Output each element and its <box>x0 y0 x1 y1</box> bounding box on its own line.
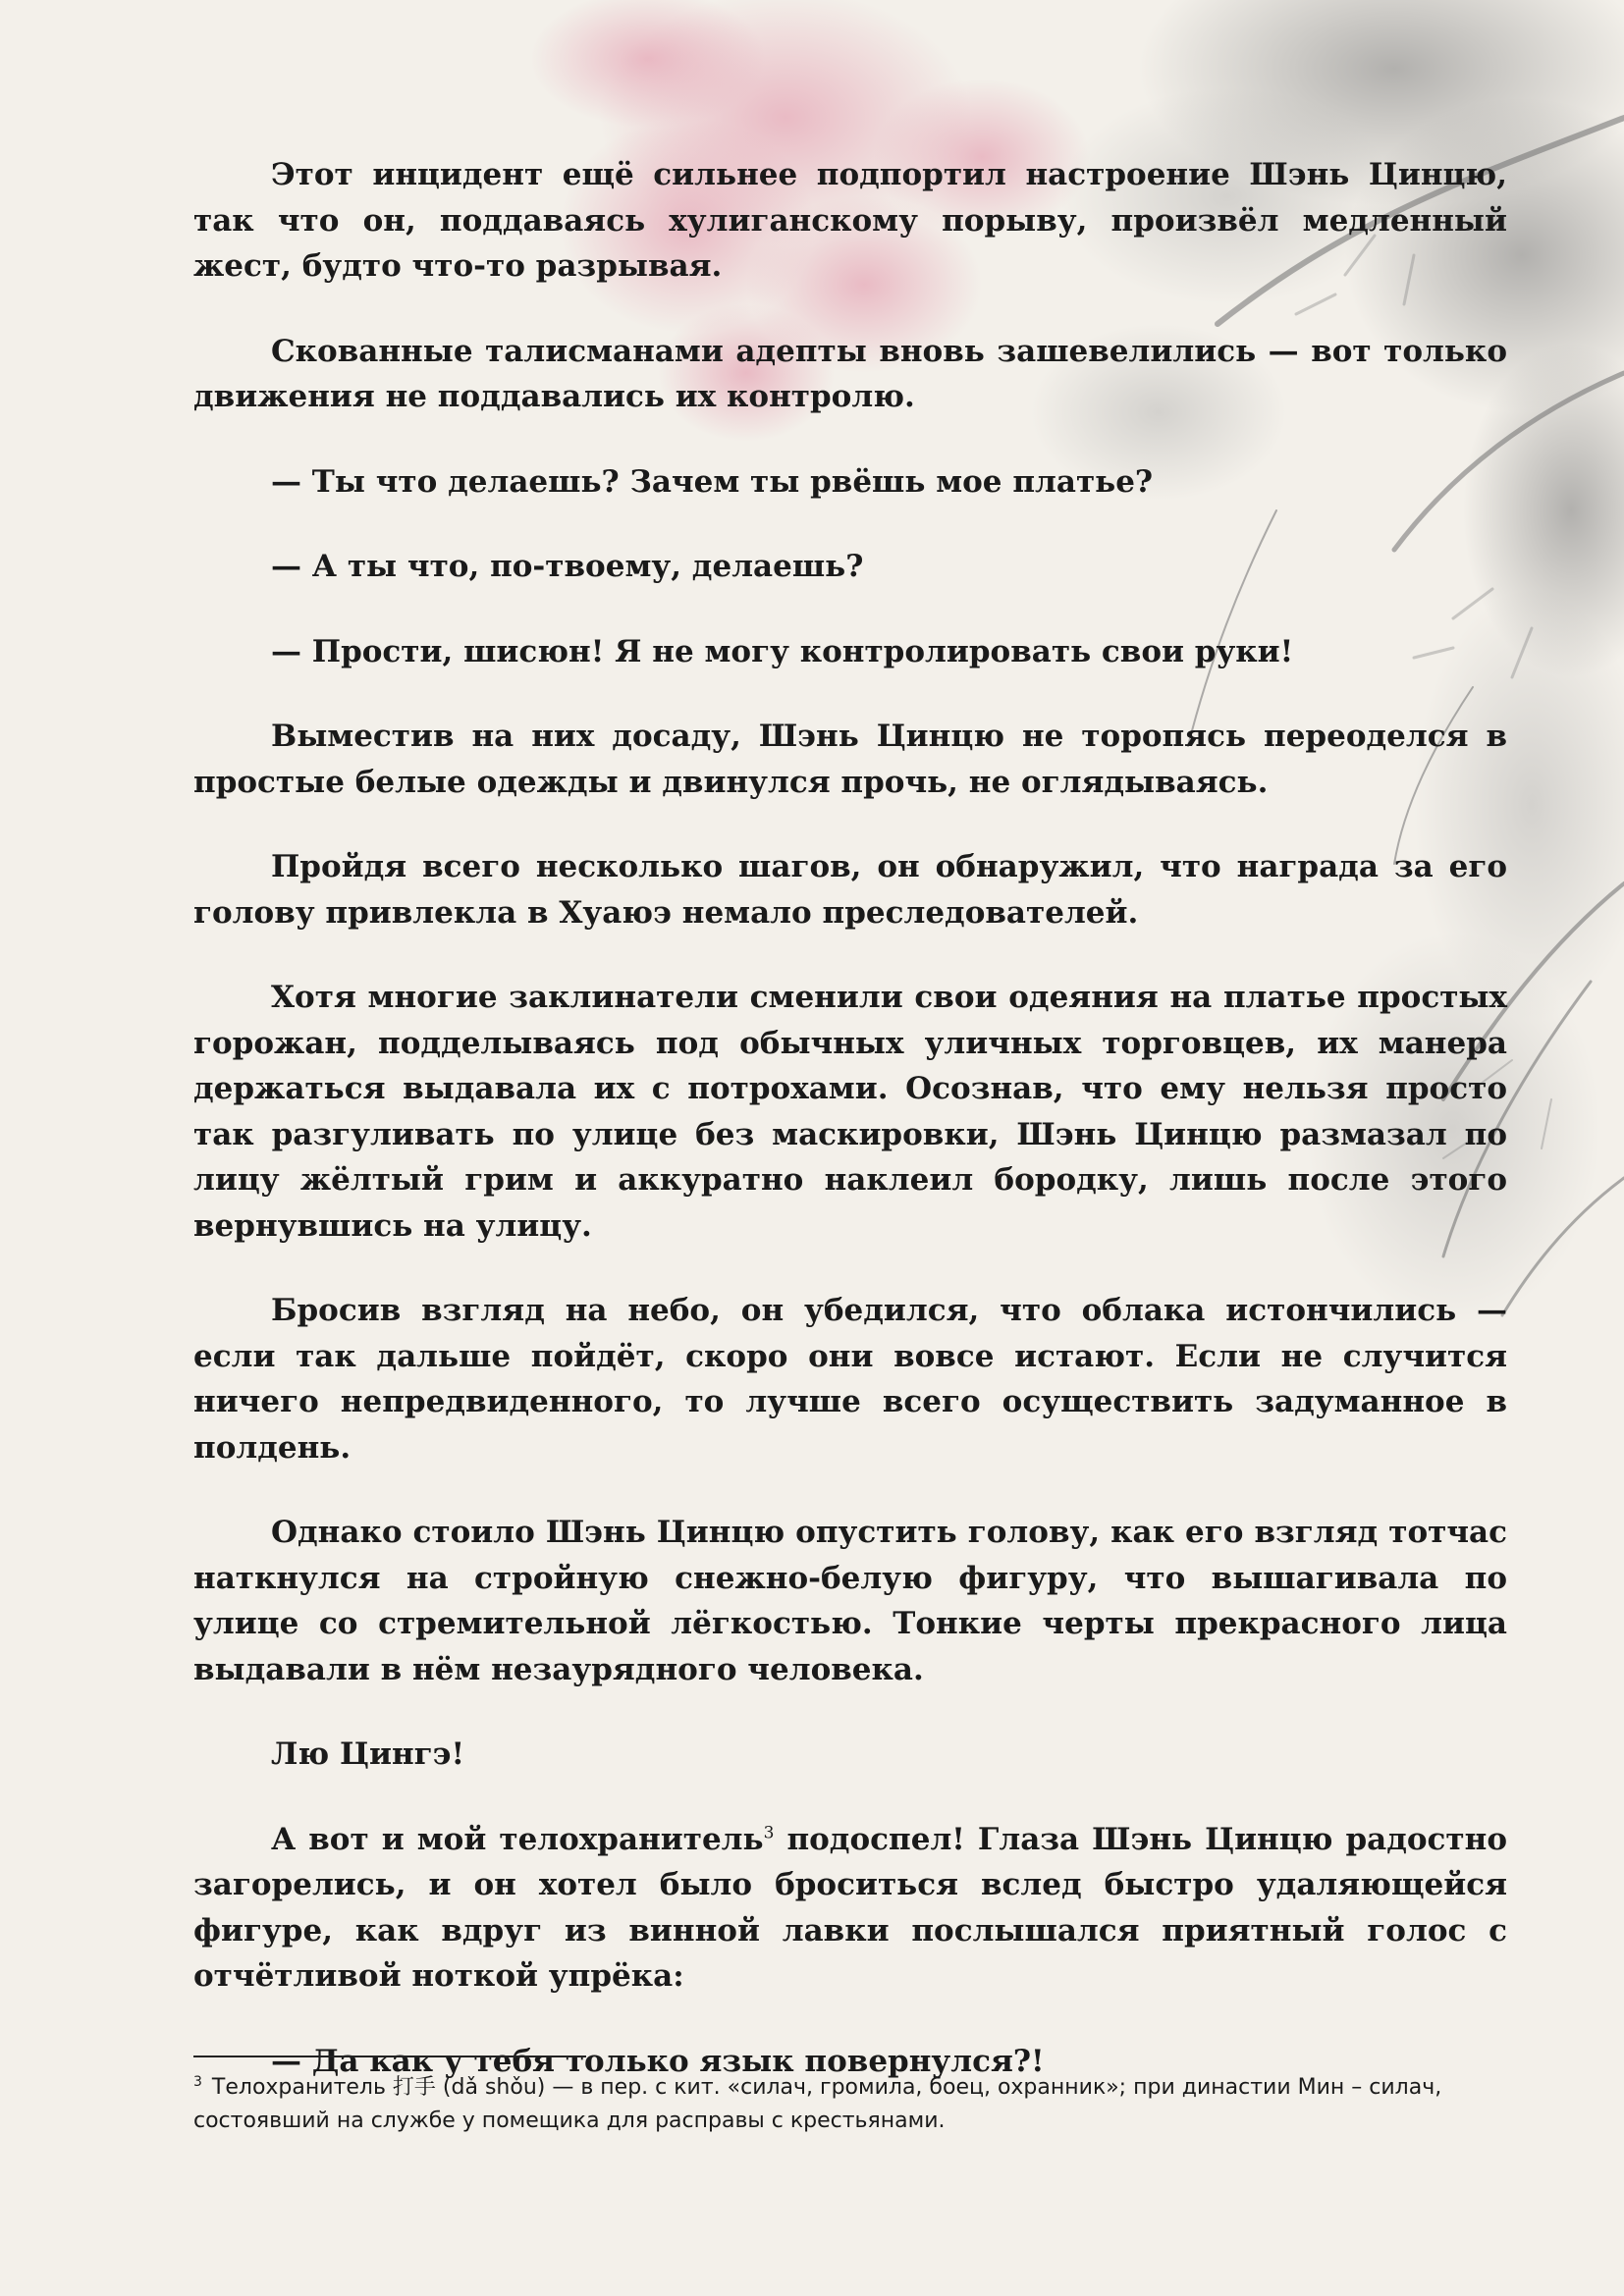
paragraph-2: Скованные талисманами адепты вновь зашевелились — вот только движения не поддавались их контролю. <box>193 333 1507 414</box>
paragraph-13: — Да как у тебя только язык повернулся?! <box>271 2043 1045 2079</box>
paragraph-7: Пройдя всего несколько шагов, он обнаружил, что награда за его голову привлекла в Хуаюэ немало преследователей. <box>193 849 1507 931</box>
paragraph-12-after-note: подоспел! Глаза Шэнь Цинцю радостно загорелись, и он хотел было броситься вслед быстро удаляющейся фигуре, как вдруг из винной лавки послышался приятный голос с отчётливой ноткой упрёка: <box>193 1821 1508 1994</box>
paragraph-4: — А ты что, по-твоему, делаешь? <box>271 549 864 584</box>
footnote-text: Телохранитель 打手 (dǎ shǒu) — в пер. с кит. «силач, громила, боец, охранник»; при династии Мин – силач, состоявший на службе у помещика для расправы с крестьянами. <box>193 2075 1442 2133</box>
paragraph-12 <box>193 1817 1507 2000</box>
footnote-marker: 3 <box>193 2073 202 2090</box>
paragraph-8: Хотя многие заклинатели сменили свои одеяния на платье простых горожан, подделываясь под обычных уличных торговцев, их манера держаться выдавала их с потрохами. Осознав, что ему нельзя просто так разгуливать по улице без маскировки, Шэнь Цинцю размазал по лицу жёлтый грим и аккуратно наклеил бородку, лишь после этого вернувшись на улицу. <box>193 980 1507 1244</box>
paragraph-10: Однако стоило Шэнь Цинцю опустить голову, как его взгляд тотчас наткнулся на стройную снежно-белую фигуру, что вышагивала по улице со стремительной лёгкостью. Тонкие черты прекрасного лица выдавали в нём незаурядного человека. <box>193 1515 1507 1687</box>
footnote-3 <box>193 2071 1507 2138</box>
paragraph-9: Бросив взгляд на небо, он убедился, что облака истончились — если так дальше пойдёт, скоро они вовсе истают. Если не случится ничего непредвиденного, то лучше всего осуществить задуманное в полдень. <box>193 1293 1507 1466</box>
page-body <box>193 152 1507 2123</box>
footnote-reference-3[interactable]: 3 <box>763 1823 775 1843</box>
paragraph-12-before-note: А вот и мой телохранитель <box>271 1821 764 1857</box>
paragraph-11: Лю Цингэ! <box>271 1736 465 1772</box>
paragraph-5: — Прости, шисюн! Я не могу контролировать свои руки! <box>271 633 1294 669</box>
footnote-divider <box>193 2056 586 2057</box>
paragraph-1: Этот инцидент ещё сильнее подпортил настроение Шэнь Цинцю, так что он, поддаваясь хулиганскому порыву, произвёл медленный жест, будто что-то разрывая. <box>193 157 1507 284</box>
paragraph-3: — Ты что делаешь? Зачем ты рвёшь мое платье? <box>271 463 1154 500</box>
paragraph-6: Выместив на них досаду, Шэнь Цинцю не торопясь переоделся в простые белые одежды и двинулся прочь, не оглядываясь. <box>193 719 1507 800</box>
